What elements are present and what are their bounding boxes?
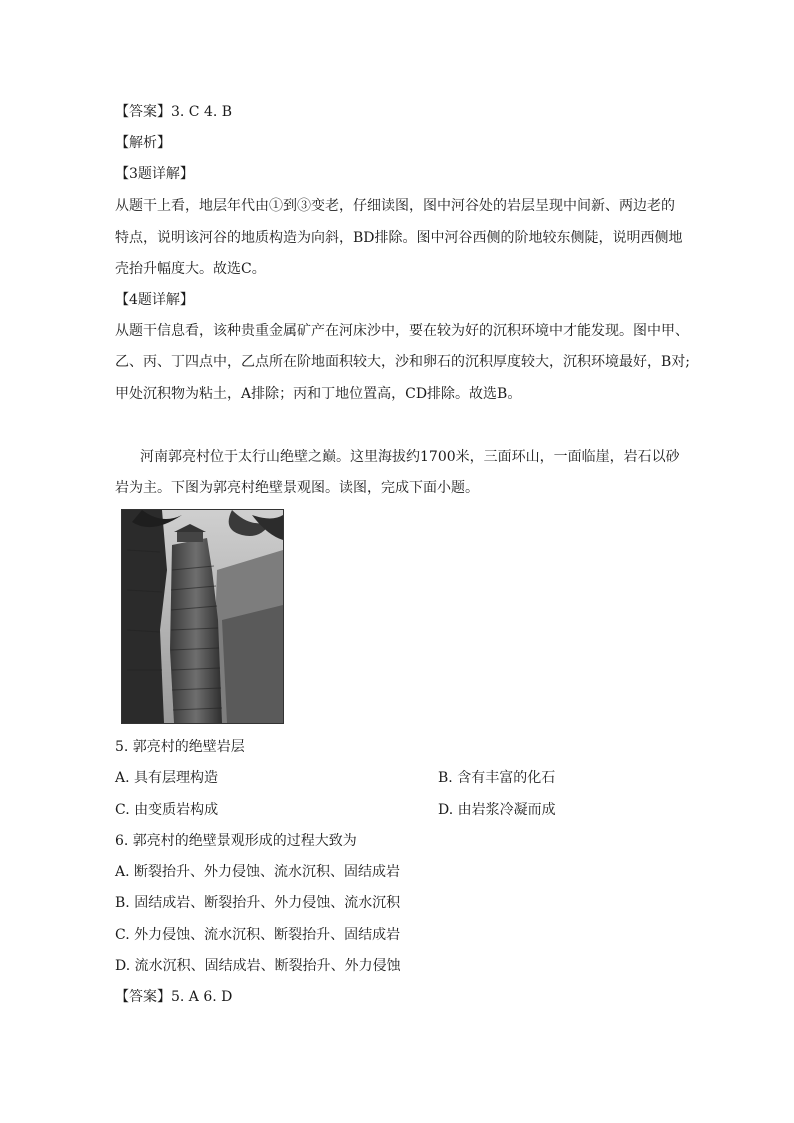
q5-option-c: C. 由变质岩构成 bbox=[115, 802, 219, 818]
q5-option-a: A. 具有层理构造 bbox=[115, 770, 219, 786]
q6-option-c: C. 外力侵蚀、流水沉积、断裂抬升、固结成岩 bbox=[115, 927, 401, 943]
analysis-label: 【解析】 bbox=[115, 135, 171, 151]
q4-detail-line: 甲处沉积物为粘土，A排除；丙和丁地位置高，CD排除。故选B。 bbox=[115, 386, 522, 402]
intro-paragraph-line: 岩为主。下图为郭亮村绝壁景观图。读图，完成下面小题。 bbox=[115, 480, 479, 496]
q5-option-b: B. 含有丰富的化石 bbox=[438, 770, 556, 786]
q5-stem: 5. 郭亮村的绝壁岩层 bbox=[115, 739, 245, 755]
q3-detail-line: 特点，说明该河谷的地质构造为向斜，BD排除。图中河谷西侧的阶地较东侧陡，说明西侧地 bbox=[115, 230, 683, 246]
q6-option-b: B. 固结成岩、断裂抬升、外力侵蚀、流水沉积 bbox=[115, 895, 401, 911]
q6-option-d: D. 流水沉积、固结成岩、断裂抬升、外力侵蚀 bbox=[115, 958, 401, 974]
q6-option-a: A. 断裂抬升、外力侵蚀、流水沉积、固结成岩 bbox=[115, 864, 401, 880]
q4-detail-header: 【4题详解】 bbox=[115, 292, 194, 308]
intro-paragraph-line: 河南郭亮村位于太行山绝壁之巅。这里海拔约1700米，三面环山，一面临崖，岩石以砂 bbox=[140, 449, 680, 465]
q6-stem: 6. 郭亮村的绝壁景观形成的过程大致为 bbox=[115, 833, 357, 849]
cliff-landscape-photo bbox=[121, 509, 284, 724]
q3-detail-line: 从题干上看，地层年代由①到③变老，仔细读图，图中河谷处的岩层呈现中间新、两边老的 bbox=[115, 198, 675, 214]
q4-detail-line: 乙、丙、丁四点中，乙点所在阶地面积较大，沙和卵石的沉积厚度较大，沉积环境最好，B对; bbox=[115, 354, 691, 370]
answer-line-3-4: 【答案】3. C 4. B bbox=[115, 104, 233, 120]
answer-line-5-6: 【答案】5. A 6. D bbox=[115, 989, 233, 1005]
q3-detail-header: 【3题详解】 bbox=[115, 166, 194, 182]
q5-option-d: D. 由岩浆冷凝而成 bbox=[438, 802, 556, 818]
q3-detail-line: 壳抬升幅度大。故选C。 bbox=[115, 261, 266, 277]
q4-detail-line: 从题干信息看，该种贵重金属矿产在河床沙中，要在较为好的沉积环境中才能发现。图中甲、 bbox=[115, 323, 689, 339]
